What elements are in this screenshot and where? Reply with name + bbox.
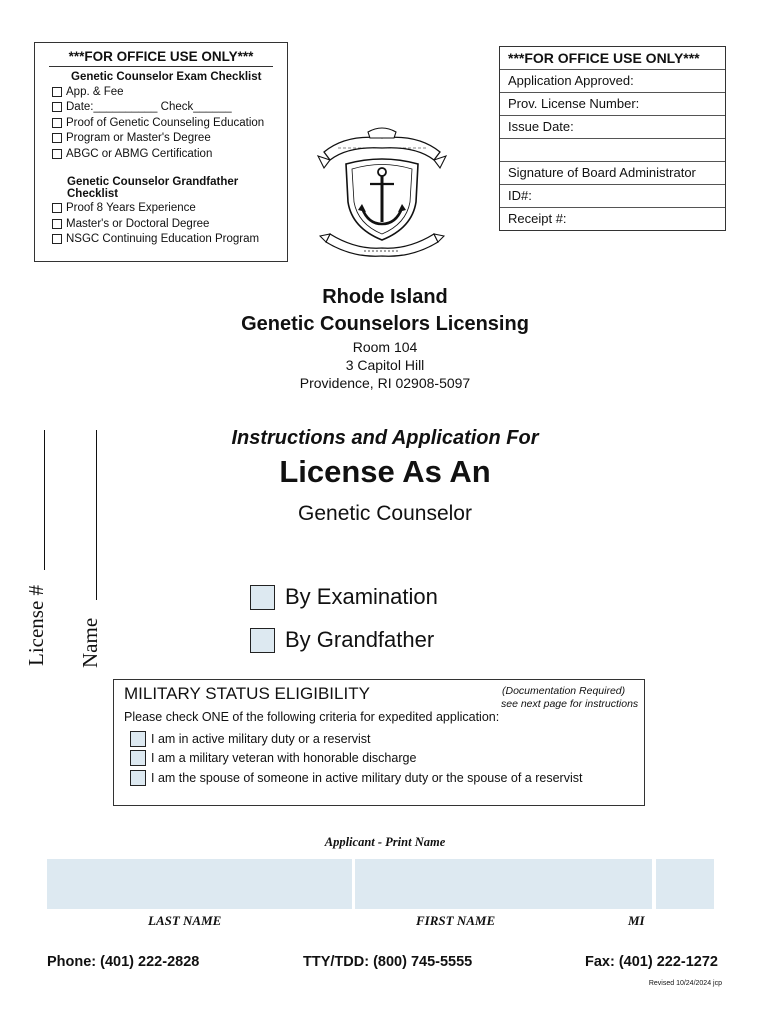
- last-name-caption: LAST NAME: [148, 913, 222, 928]
- exam-checklist-item[interactable]: Proof of Genetic Counseling Education: [43, 115, 279, 131]
- checkbox[interactable]: [52, 102, 62, 112]
- military-option[interactable]: I am the spouse of someone in active military duty or the spouse of a reservist: [124, 768, 634, 788]
- address-line1: Room 104: [352, 339, 418, 355]
- checkbox[interactable]: [52, 87, 62, 97]
- receipt-field[interactable]: Receipt #:: [508, 211, 567, 226]
- exam-checklist-item[interactable]: Date:__________ Check______: [43, 100, 279, 116]
- exam-checklist-item[interactable]: Program or Master's Degree: [43, 131, 279, 147]
- checkbox[interactable]: [52, 133, 62, 143]
- checkbox[interactable]: [52, 234, 62, 244]
- board-name: Genetic Counselors Licensing: [241, 313, 529, 335]
- office-use-table: [499, 46, 726, 231]
- mi-caption: MI: [628, 913, 645, 928]
- phone-number: Phone: (401) 222-2828: [47, 954, 200, 970]
- name-line[interactable]: [96, 430, 97, 600]
- id-field[interactable]: ID#:: [500, 185, 725, 208]
- name-label: Name: [78, 617, 102, 668]
- documentation-note: (Documentation Required) see next page for instructions: [501, 685, 639, 710]
- office-use-heading: ***FOR OFFICE USE ONLY***: [500, 47, 725, 70]
- application-approved-field[interactable]: Application Approved:: [500, 70, 725, 93]
- revised-date: Revised 10/24/2024 jcp: [648, 980, 722, 987]
- option-by-examination[interactable]: By Examination: [250, 584, 438, 610]
- license-title: License As An: [279, 454, 491, 489]
- grandfather-checklist-item[interactable]: NSGC Continuing Education Program: [43, 232, 279, 248]
- grandfather-checklist-title: Genetic Counselor Grandfather Checklist: [67, 175, 239, 200]
- grandfather-checkbox[interactable]: [250, 628, 275, 653]
- grandfather-checklist-item[interactable]: Master's or Doctoral Degree: [43, 216, 279, 232]
- checkbox[interactable]: [52, 118, 62, 128]
- tty-number: TTY/TDD: (800) 745-5555: [303, 954, 473, 970]
- checkbox[interactable]: [130, 731, 146, 747]
- first-name-caption: FIRST NAME: [416, 913, 496, 928]
- checkbox[interactable]: [52, 149, 62, 159]
- last-name-input[interactable]: [47, 859, 352, 909]
- middle-initial-input[interactable]: [656, 859, 714, 909]
- exam-checklist-item[interactable]: App. & Fee: [43, 84, 279, 100]
- military-option[interactable]: I am a military veteran with honorable discharge: [124, 749, 634, 769]
- exam-checklist-item[interactable]: ABGC or ABMG Certification: [43, 146, 279, 162]
- office-use-checklist: [34, 42, 288, 262]
- office-use-heading: ***FOR OFFICE USE ONLY***: [49, 49, 273, 67]
- military-status-section: [113, 679, 645, 806]
- address-line3: Providence, RI 02908-5097: [299, 375, 471, 391]
- military-prompt: Please check ONE of the following criteria for expedited application:: [124, 710, 500, 724]
- license-number-label: License #: [24, 584, 48, 666]
- checkbox[interactable]: [52, 219, 62, 229]
- applicant-print-name-label: Applicant - Print Name: [324, 835, 446, 849]
- examination-checkbox[interactable]: [250, 585, 275, 610]
- instructions-title: Instructions and Application For: [231, 427, 539, 449]
- checkbox[interactable]: [130, 770, 146, 786]
- prov-license-number-field[interactable]: Prov. License Number:: [500, 93, 725, 116]
- checkbox[interactable]: [130, 750, 146, 766]
- grandfather-checklist-item[interactable]: Proof 8 Years Experience: [43, 201, 279, 217]
- option-by-grandfather[interactable]: By Grandfather: [250, 627, 434, 653]
- signature-field[interactable]: Signature of Board Administrator: [500, 162, 725, 185]
- military-option[interactable]: I am in active military duty or a reservist: [124, 729, 634, 749]
- address-line2: 3 Capitol Hill: [345, 357, 425, 373]
- exam-checklist-title: Genetic Counselor Exam Checklist: [71, 71, 262, 83]
- profession-title: Genetic Counselor: [298, 502, 472, 525]
- military-title: MILITARY STATUS ELIGIBILITY: [124, 684, 370, 703]
- state-name: Rhode Island: [322, 286, 448, 308]
- blank-field[interactable]: [500, 139, 725, 162]
- fax-number: Fax: (401) 222-1272: [585, 954, 718, 970]
- rhode-island-seal-icon: [316, 124, 448, 258]
- checkbox[interactable]: [52, 203, 62, 213]
- first-name-input[interactable]: [355, 859, 652, 909]
- license-number-line[interactable]: [44, 430, 45, 570]
- issue-date-field[interactable]: Issue Date:: [500, 116, 725, 139]
